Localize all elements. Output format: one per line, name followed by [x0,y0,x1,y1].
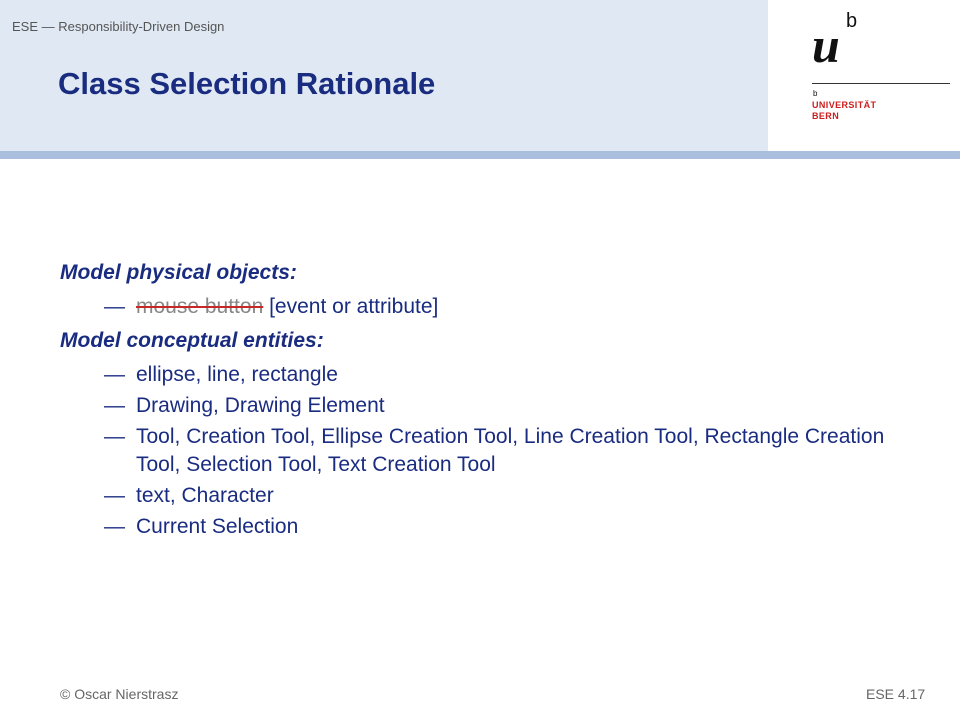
logo-divider [812,83,950,84]
bullet-item-text: Current Selection [136,515,299,538]
running-head: ESE — Responsibility-Driven Design [12,19,225,34]
bullet-item [60,423,920,479]
logo-line-1: UNIVERSITÄT [812,100,877,110]
logo-line-2: BERN [812,111,840,121]
slide-body [60,256,920,544]
logo-mark-b: b [846,10,858,32]
slide-title: Class Selection Rationale [58,66,436,101]
university-logo [808,8,956,133]
dash-marker: — [104,295,125,318]
header-rule [0,151,960,159]
bullet-item-text: ellipse, line, rectangle [136,363,338,386]
footer-page-number: ESE 4.17 [866,686,926,702]
bullet-physical [60,293,920,321]
logo-mark-u: u [812,17,840,73]
bullet-item-text: text, Character [136,484,274,507]
logo-university-name [812,100,876,122]
dash-marker: — [104,484,125,507]
logo-small-b: b [813,89,818,98]
bullet-item-text: Drawing, Drawing Element [136,394,385,417]
heading-conceptual-entities: Model conceptual entities: [60,329,324,352]
struck-text: mouse button [136,295,264,318]
bullet-item [60,482,920,510]
footer-copyright: © Oscar Nierstrasz [60,686,179,702]
bullet-physical-rest: [event or attribute] [263,295,439,318]
heading-physical-objects: Model physical objects: [60,261,297,284]
bullet-item [60,392,920,420]
dash-marker: — [104,394,125,417]
dash-marker: — [104,425,125,448]
dash-marker: — [104,363,125,386]
bullet-item [60,361,920,389]
bullet-item [60,513,920,541]
dash-marker: — [104,515,125,538]
bullet-item-text: Tool, Creation Tool, Ellipse Creation Tool, Line Creation Tool, Rectangle Creation Tool, Selection Tool, Text Creation Tool [136,425,885,476]
